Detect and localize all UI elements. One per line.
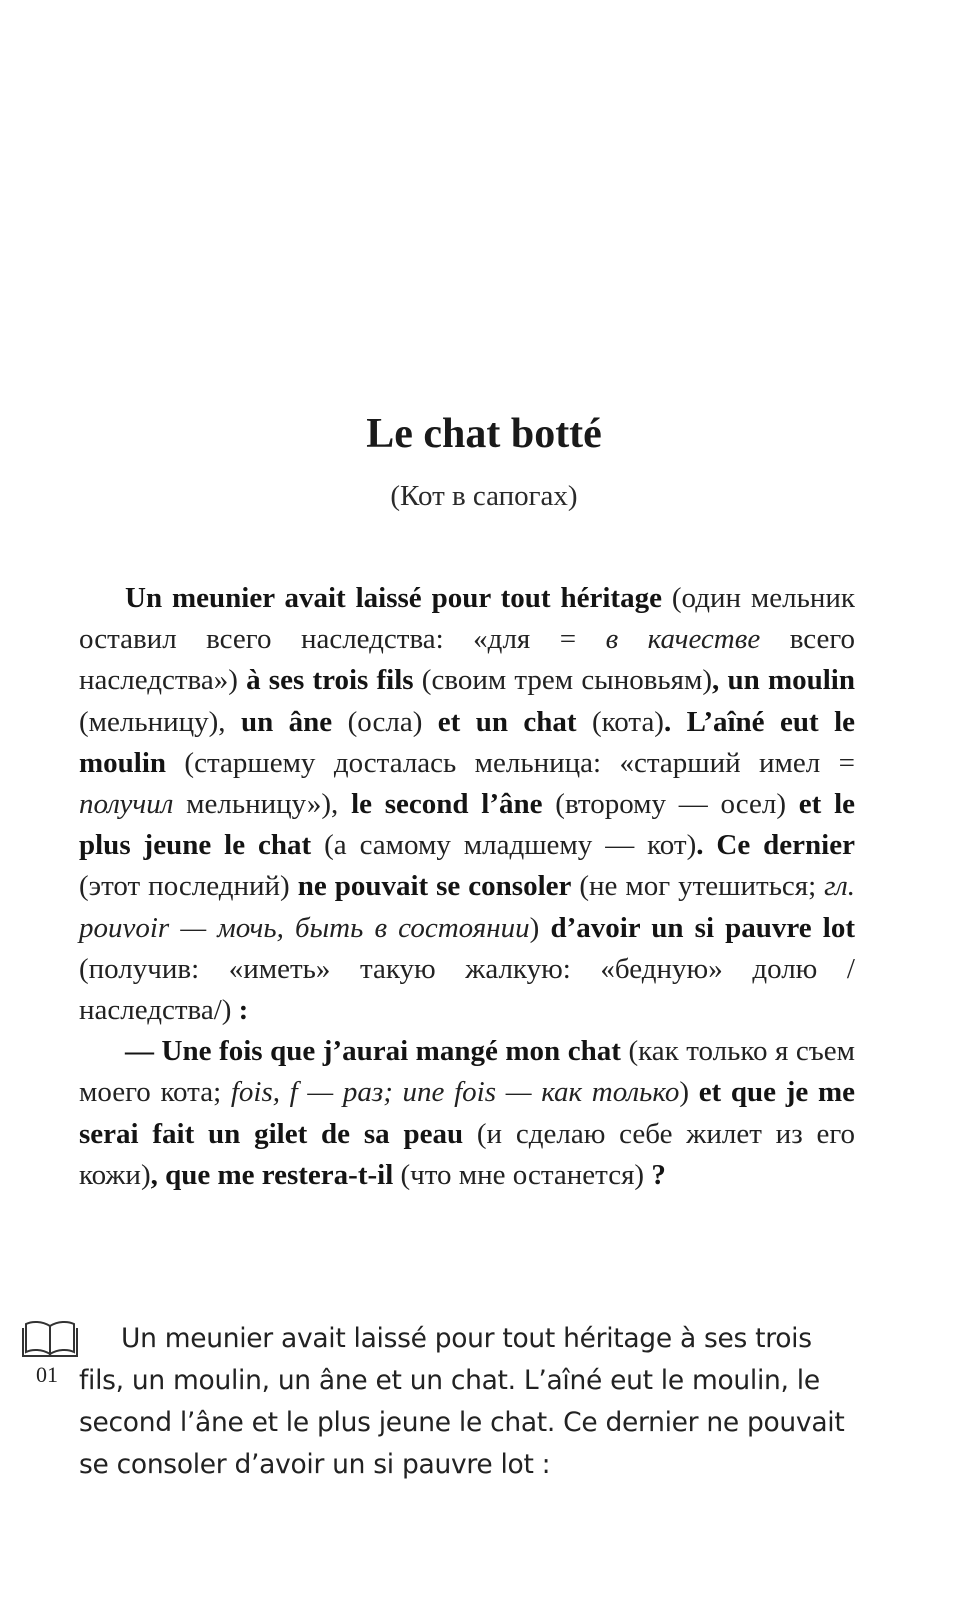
paragraph1-segment: в качестве <box>605 623 761 656</box>
paragraph1-segment: (второму — осел) <box>542 788 799 821</box>
paragraph1-segment: (а самому младшему — кот) <box>311 829 697 862</box>
paragraph1-segment: : <box>238 994 249 1027</box>
paragraph1-segment: . L’aîné eut le moulin <box>79 705 855 779</box>
paragraph1-segment: (кота) <box>576 705 664 738</box>
summary-paragraph: Un meunier avait laissé pour tout héritage à ses trois fils, un moulin, un âne et un chat. L’aîné eut le moulin, le second l’âne et le plus jeune le chat. Ce dernier ne pouvait se consoler d’avoir un si pauvre lot : <box>79 1323 845 1480</box>
paragraph1-segment: Un meunier avait laissé pour tout héritage <box>125 582 662 614</box>
paragraph1-segment: le second l’âne <box>351 788 543 821</box>
paragraph1-segment: всего наследства») <box>79 623 855 697</box>
unannotated-text <box>79 1318 859 1486</box>
paragraph2-segment: ? <box>651 1158 666 1191</box>
paragraph2-segment: fois, f — раз; une fois — как только <box>230 1076 680 1109</box>
paragraph1-segment: d’avoir un si pauvre lot <box>550 911 855 944</box>
paragraph2-segment: ) <box>679 1076 699 1109</box>
annotated-paragraph-1 <box>79 578 855 1031</box>
paragraph1-segment: (получив: «иметь» такую жалкую: «бедную» долю /наследства/) <box>79 952 855 1027</box>
open-book-icon <box>22 1318 78 1358</box>
paragraph2-segment: et que je me serai fait un gilet de sa peau <box>79 1076 855 1150</box>
paragraph1-segment: et le plus jeune le chat <box>79 788 856 862</box>
paragraph1-segment: получил <box>79 788 174 821</box>
annotated-paragraph-2 <box>79 1031 855 1196</box>
paragraph1-segment: (мельницу), <box>79 705 241 738</box>
paragraph2-segment: — Une fois que j’aurai mangé mon chat <box>125 1035 621 1068</box>
story-title: Le chat botté <box>366 411 602 457</box>
paragraph1-segment: (осла) <box>332 705 438 738</box>
paragraph1-segment: (своим трем сыновьям) <box>413 664 713 697</box>
paragraph1-segment: à ses trois fils <box>246 664 414 697</box>
paragraph1-segment: гл. pouvoir — мочь, быть в состоянии <box>79 870 855 944</box>
paragraph2-segment: (и сделаю себе жилет из его кожи) <box>79 1117 855 1191</box>
paragraph2-segment: (что мне останется) <box>393 1158 652 1191</box>
story-subtitle: (Кот в сапогах) <box>390 480 578 512</box>
paragraph1-segment: (не мог утешиться; <box>571 870 825 903</box>
audio-track-number: 01 <box>36 1362 58 1387</box>
paragraph1-segment: ) <box>529 911 551 944</box>
paragraph1-segment: мельницу»), <box>173 788 352 821</box>
paragraph1-segment: . Ce dernier <box>696 829 855 862</box>
paragraph2-segment: (как только я съем моего кота; <box>79 1035 856 1109</box>
paragraph1-segment: et un chat <box>437 705 577 738</box>
annotated-text <box>79 578 855 1196</box>
paragraph1-segment: (старшему досталась мельница: «старший имел = <box>166 746 855 779</box>
paragraph2-segment: , que me restera-t-il <box>150 1158 394 1191</box>
paragraph1-segment: , un moulin <box>712 664 855 697</box>
paragraph1-segment: un âne <box>240 705 333 738</box>
paragraph1-segment: ne pouvait se consoler <box>297 870 572 903</box>
paragraph1-segment: (этот последний) <box>79 870 298 903</box>
paragraph1-segment: (один мельник оставил всего наследства: «для = <box>79 582 855 656</box>
